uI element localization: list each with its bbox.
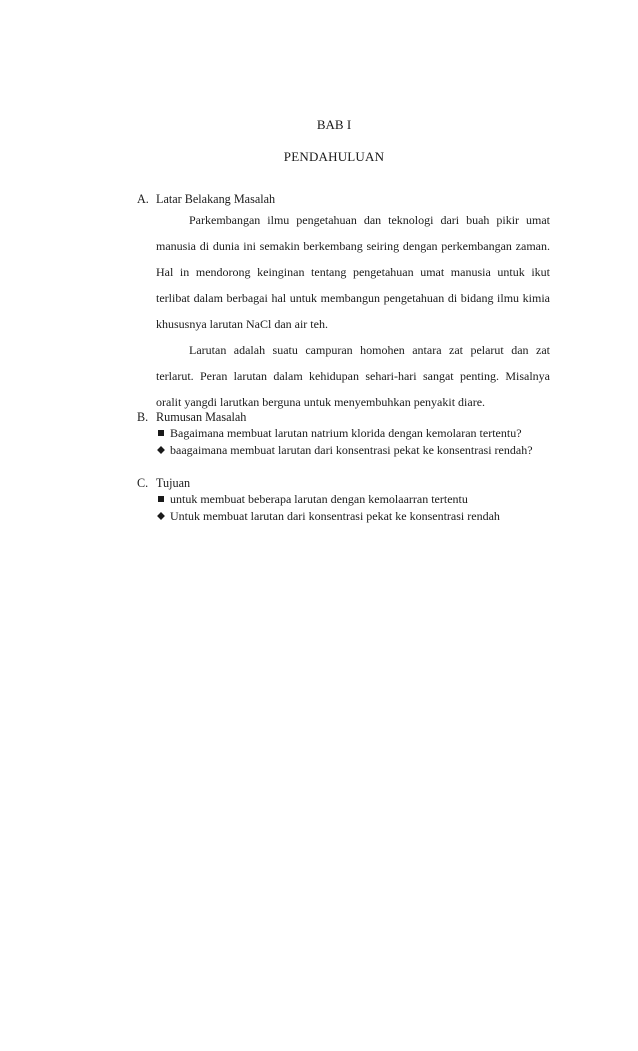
chapter-title: PENDAHULUAN (283, 149, 385, 164)
list-item (156, 425, 552, 442)
square-bullet-icon (156, 425, 170, 442)
bullet-list (156, 491, 552, 525)
chapter-number: BAB I (316, 117, 352, 132)
list-item (156, 508, 552, 525)
list-item (156, 491, 552, 508)
section-letter: B. (137, 410, 149, 424)
list-item-text: Bagaimana membuat larutan natrium klorida dengan kemolaran tertentu? (170, 426, 522, 440)
section-title: Rumusan Masalah (156, 410, 247, 424)
section-heading (137, 475, 552, 491)
list-item-text: Untuk membuat larutan dari konsentrasi pekat ke konsentrasi rendah (170, 509, 500, 523)
list-item (156, 442, 552, 459)
paragraph-text: Parkembangan ilmu pengetahuan dan teknologi dari buah pikir umat manusia di dunia ini semakin berkembang seiring dengan perkembangan zaman. Hal in mendorong keinginan tentang pengetahuan umat manusia untuk ikut terlibat dalam berbagai hal untuk membangun pengetahuan di bidang ilmu kimia khususnya larutan NaCl dan air teh. (156, 213, 550, 331)
section-letter: A. (137, 192, 149, 206)
section-heading (137, 409, 552, 425)
section-letter: C. (137, 476, 149, 490)
paragraph-text: Larutan adalah suatu campuran homohen antara zat pelarut dan zat terlarut. Peran larutan dalam kehidupan sehari-hari sangat penting. Misalnya oralit yangdi larutkan berguna untuk menyembuhkan penyakit diare. (156, 343, 550, 409)
paragraph (156, 337, 550, 415)
section-title: Tujuan (156, 476, 191, 490)
diamond-bullet-icon (156, 508, 170, 525)
section-title: Latar Belakang Masalah (156, 192, 276, 206)
list-item-text: untuk membuat beberapa larutan dengan kemolaarran tertentu (170, 492, 468, 506)
square-bullet-icon (156, 491, 170, 508)
section-rumusan-masalah (137, 409, 552, 459)
section-heading (137, 191, 552, 207)
paragraph (156, 207, 550, 337)
list-item-text: baagaimana membuat larutan dari konsentrasi pekat ke konsentrasi rendah? (170, 443, 533, 457)
diamond-bullet-icon (156, 442, 170, 459)
bullet-list (156, 425, 552, 459)
section-tujuan (137, 475, 552, 525)
section-latar-belakang (137, 191, 552, 415)
